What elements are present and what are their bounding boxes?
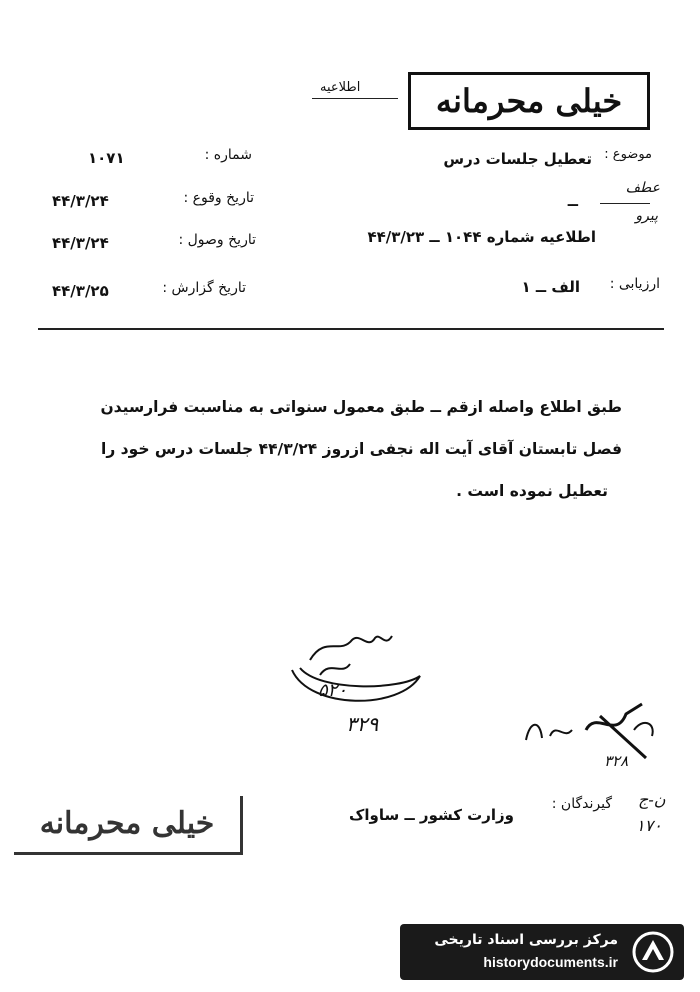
signature-mark-center xyxy=(280,630,430,720)
watermark-logo-icon xyxy=(630,930,676,974)
handwritten-note-c: ۳۲۸ xyxy=(604,752,629,770)
receipt-date-label: تاریخ وصول : xyxy=(178,232,256,248)
watermark xyxy=(400,924,684,980)
body-line-3: تعطیل نموده است . xyxy=(456,482,608,500)
watermark-url: historydocuments.ir xyxy=(483,954,618,970)
classification-stamp-bottom xyxy=(14,796,243,855)
classification-stamp-bottom-text: خیلی محرمانه xyxy=(39,806,215,841)
body-line-2: فصل تابستان آقای آیت اله نجفی ازروز ۴۴/۳/۲۴ جلسات درس خود را xyxy=(101,440,622,458)
evaluation-label: ارزیابی : xyxy=(609,276,660,292)
ref-divider xyxy=(600,203,650,204)
recipients-value: وزارت کشور ــ ساواک xyxy=(349,806,514,824)
report-date-value: ۴۴/۳/۲۵ xyxy=(52,282,109,300)
number-label: شماره : xyxy=(204,147,252,163)
occurrence-date-value: ۴۴/۳/۲۴ xyxy=(52,192,109,210)
receipt-date-value: ۴۴/۳/۲۴ xyxy=(52,234,109,252)
ref-label: عطف xyxy=(625,180,660,196)
watermark-org: مرکز بررسی اسناد تاریخی xyxy=(434,932,618,948)
handwritten-note-e: ۱۷۰ xyxy=(636,816,662,835)
report-date-label: تاریخ گزارش : xyxy=(162,280,246,296)
header-divider xyxy=(38,328,664,330)
classification-stamp-top xyxy=(408,72,650,130)
handwritten-note-b: ۳۲۹ xyxy=(346,712,379,736)
ref-value: ــ xyxy=(567,192,578,210)
notice-label: اطلاعیه xyxy=(320,80,361,95)
evaluation-value: الف ــ ۱ xyxy=(521,278,580,296)
number-value: ۱۰۷۱ xyxy=(88,149,125,167)
follow-label: پیرو xyxy=(635,208,658,224)
subject-label: موضوع : xyxy=(604,147,652,162)
handwritten-note-a: ۵۲۰ xyxy=(318,680,348,701)
body-line-1: طبق اطلاع واصله ازقم ــ طبق معمول سنواتی به مناسبت فرارسیدن xyxy=(100,398,622,416)
occurrence-date-label: تاریخ وقوع : xyxy=(183,190,254,206)
subject-value: تعطیل جلسات درس xyxy=(443,150,592,168)
handwritten-note-d: ن-ج xyxy=(638,790,666,809)
classification-stamp-text: خیلی محرمانه xyxy=(435,82,623,120)
follow-value: اطلاعیه شماره ۱۰۴۴ ــ ۴۴/۳/۲۳ xyxy=(367,228,596,246)
notice-underline xyxy=(312,98,398,99)
recipients-label: گیرندگان : xyxy=(551,796,612,812)
signature-mark-right xyxy=(516,700,666,770)
